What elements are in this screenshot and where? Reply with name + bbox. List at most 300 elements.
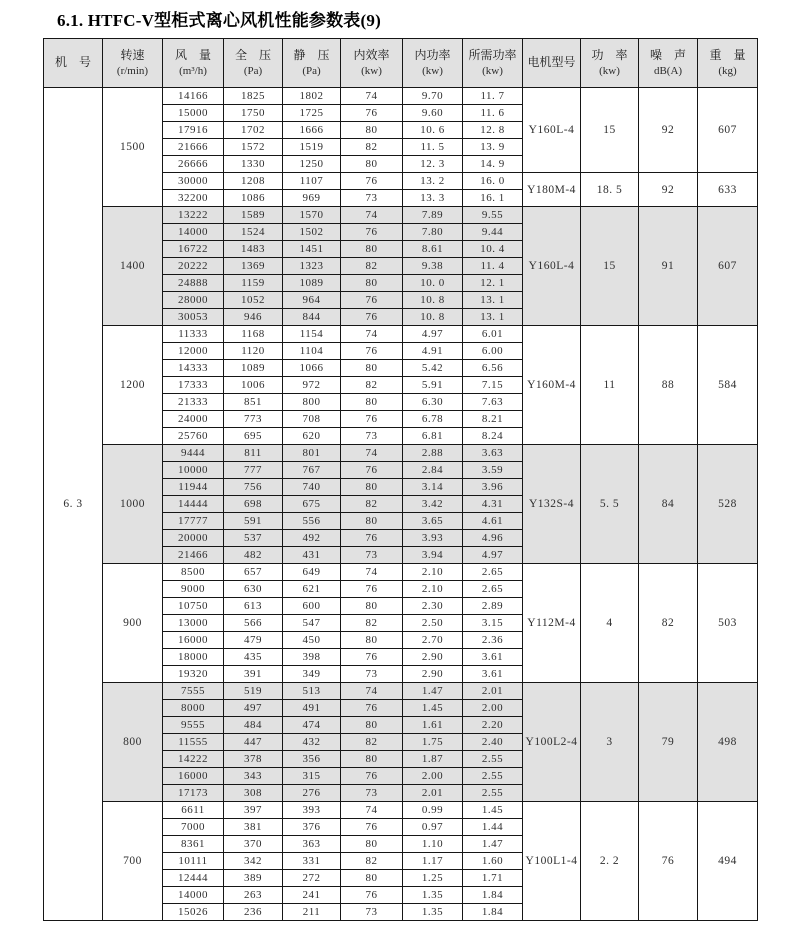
data-cell: 3.63 xyxy=(463,445,523,462)
motor-power-cell: 2. 2 xyxy=(581,802,639,921)
data-cell: 6.00 xyxy=(463,343,523,360)
table-row xyxy=(44,564,758,581)
data-cell: 73 xyxy=(341,666,403,683)
header-unit: (Pa) xyxy=(302,64,321,77)
data-cell: 16000 xyxy=(163,768,224,785)
motor-model-cell: Y180M-4 xyxy=(523,173,581,207)
data-cell: 9444 xyxy=(163,445,224,462)
data-cell: 397 xyxy=(224,802,283,819)
table-header-cell xyxy=(341,39,403,88)
table-header-cell xyxy=(639,39,698,88)
data-cell: 76 xyxy=(341,530,403,547)
data-cell: 630 xyxy=(224,581,283,598)
data-cell: 1120 xyxy=(224,343,283,360)
data-cell: 82 xyxy=(341,139,403,156)
data-cell: 20000 xyxy=(163,530,224,547)
data-cell: 1825 xyxy=(224,88,283,105)
data-cell: 73 xyxy=(341,190,403,207)
data-cell: 73 xyxy=(341,904,403,921)
header-unit: (r/min) xyxy=(116,64,149,77)
data-cell: 0.97 xyxy=(403,819,463,836)
speed-cell: 1500 xyxy=(103,88,163,207)
data-cell: 13222 xyxy=(163,207,224,224)
data-cell: 16722 xyxy=(163,241,224,258)
data-cell: 2.00 xyxy=(403,768,463,785)
data-cell: 236 xyxy=(224,904,283,921)
data-cell: 349 xyxy=(283,666,341,683)
data-cell: 1168 xyxy=(224,326,283,343)
data-cell: 11. 4 xyxy=(463,258,523,275)
noise-cell: 79 xyxy=(639,683,698,802)
data-cell: 14444 xyxy=(163,496,224,513)
data-cell: 76 xyxy=(341,462,403,479)
data-cell: 376 xyxy=(283,819,341,836)
data-cell: 4.97 xyxy=(463,547,523,564)
data-cell: 972 xyxy=(283,377,341,394)
data-cell: 1702 xyxy=(224,122,283,139)
data-cell: 13. 1 xyxy=(463,292,523,309)
data-cell: 74 xyxy=(341,564,403,581)
data-cell: 391 xyxy=(224,666,283,683)
data-cell: 80 xyxy=(341,275,403,292)
data-cell: 1570 xyxy=(283,207,341,224)
data-cell: 482 xyxy=(224,547,283,564)
data-cell: 12. 1 xyxy=(463,275,523,292)
data-cell: 675 xyxy=(283,496,341,513)
weight-cell: 498 xyxy=(698,683,758,802)
data-cell: 2.65 xyxy=(463,581,523,598)
data-cell: 649 xyxy=(283,564,341,581)
data-cell: 32200 xyxy=(163,190,224,207)
data-cell: 3.94 xyxy=(403,547,463,564)
noise-cell: 76 xyxy=(639,802,698,921)
motor-model-cell: Y160L-4 xyxy=(523,207,581,326)
data-cell: 74 xyxy=(341,445,403,462)
data-cell: 1572 xyxy=(224,139,283,156)
data-cell: 10. 0 xyxy=(403,275,463,292)
data-cell: 3.15 xyxy=(463,615,523,632)
data-cell: 484 xyxy=(224,717,283,734)
header-label: 噪 声 xyxy=(649,48,686,63)
data-cell: 356 xyxy=(283,751,341,768)
data-cell: 10. 6 xyxy=(403,122,463,139)
header-unit: (m³/h) xyxy=(179,64,207,77)
data-cell: 272 xyxy=(283,870,341,887)
header-label: 转速 xyxy=(120,48,145,63)
noise-cell: 92 xyxy=(639,173,698,207)
data-cell: 7555 xyxy=(163,683,224,700)
data-cell: 80 xyxy=(341,598,403,615)
data-cell: 537 xyxy=(224,530,283,547)
data-cell: 1089 xyxy=(224,360,283,377)
data-cell: 12. 3 xyxy=(403,156,463,173)
data-cell: 14000 xyxy=(163,887,224,904)
data-cell: 10000 xyxy=(163,462,224,479)
data-cell: 9.70 xyxy=(403,88,463,105)
data-cell: 1104 xyxy=(283,343,341,360)
data-cell: 80 xyxy=(341,241,403,258)
motor-power-cell: 18. 5 xyxy=(581,173,639,207)
data-cell: 13. 3 xyxy=(403,190,463,207)
machine-no-cell: 6. 3 xyxy=(44,88,103,921)
header-label: 电机型号 xyxy=(527,55,576,70)
data-cell: 698 xyxy=(224,496,283,513)
data-cell: 378 xyxy=(224,751,283,768)
data-cell: 1.35 xyxy=(403,887,463,904)
table-row xyxy=(44,683,758,700)
speed-cell: 1400 xyxy=(103,207,163,326)
data-cell: 1323 xyxy=(283,258,341,275)
speed-cell: 1200 xyxy=(103,326,163,445)
data-cell: 10. 8 xyxy=(403,292,463,309)
data-cell: 315 xyxy=(283,768,341,785)
data-cell: 621 xyxy=(283,581,341,598)
data-cell: 80 xyxy=(341,360,403,377)
data-cell: 2.00 xyxy=(463,700,523,717)
data-cell: 1.45 xyxy=(403,700,463,717)
data-cell: 2.90 xyxy=(403,649,463,666)
data-cell: 474 xyxy=(283,717,341,734)
data-cell: 695 xyxy=(224,428,283,445)
data-cell: 8000 xyxy=(163,700,224,717)
header-unit: (kg) xyxy=(718,64,737,77)
data-cell: 5.91 xyxy=(403,377,463,394)
data-cell: 1208 xyxy=(224,173,283,190)
data-cell: 811 xyxy=(224,445,283,462)
data-cell: 6.56 xyxy=(463,360,523,377)
data-cell: 76 xyxy=(341,768,403,785)
data-cell: 4.61 xyxy=(463,513,523,530)
weight-cell: 503 xyxy=(698,564,758,683)
data-cell: 1.44 xyxy=(463,819,523,836)
table-header xyxy=(44,39,758,88)
data-cell: 10. 8 xyxy=(403,309,463,326)
data-cell: 13000 xyxy=(163,615,224,632)
data-cell: 6.30 xyxy=(403,394,463,411)
data-cell: 1.35 xyxy=(403,904,463,921)
data-cell: 9555 xyxy=(163,717,224,734)
data-cell: 1159 xyxy=(224,275,283,292)
data-cell: 30000 xyxy=(163,173,224,190)
data-cell: 591 xyxy=(224,513,283,530)
data-cell: 17333 xyxy=(163,377,224,394)
data-cell: 450 xyxy=(283,632,341,649)
data-cell: 11333 xyxy=(163,326,224,343)
data-cell: 566 xyxy=(224,615,283,632)
weight-cell: 584 xyxy=(698,326,758,445)
motor-model-cell: Y100L2-4 xyxy=(523,683,581,802)
data-cell: 3.61 xyxy=(463,666,523,683)
noise-cell: 82 xyxy=(639,564,698,683)
data-cell: 308 xyxy=(224,785,283,802)
data-cell: 20222 xyxy=(163,258,224,275)
data-cell: 1.10 xyxy=(403,836,463,853)
data-cell: 4.96 xyxy=(463,530,523,547)
data-cell: 2.84 xyxy=(403,462,463,479)
data-cell: 17777 xyxy=(163,513,224,530)
data-cell: 9.60 xyxy=(403,105,463,122)
data-cell: 80 xyxy=(341,717,403,734)
header-label: 内效率 xyxy=(353,48,390,63)
weight-cell: 607 xyxy=(698,207,758,326)
data-cell: 1052 xyxy=(224,292,283,309)
data-cell: 1451 xyxy=(283,241,341,258)
data-cell: 7.80 xyxy=(403,224,463,241)
data-cell: 76 xyxy=(341,173,403,190)
data-cell: 432 xyxy=(283,734,341,751)
data-cell: 76 xyxy=(341,700,403,717)
data-cell: 13. 1 xyxy=(463,309,523,326)
header-unit: (kw) xyxy=(422,64,443,77)
data-cell: 241 xyxy=(283,887,341,904)
data-cell: 7.15 xyxy=(463,377,523,394)
data-cell: 76 xyxy=(341,105,403,122)
motor-model-cell: Y160M-4 xyxy=(523,326,581,445)
data-cell: 73 xyxy=(341,785,403,802)
data-cell: 3.14 xyxy=(403,479,463,496)
data-cell: 1.47 xyxy=(403,683,463,700)
table-header-cell xyxy=(283,39,341,88)
header-label: 风 量 xyxy=(174,48,211,63)
data-cell: 7.63 xyxy=(463,394,523,411)
data-cell: 1.75 xyxy=(403,734,463,751)
table-header-cell xyxy=(523,39,581,88)
header-label: 机 号 xyxy=(54,55,91,70)
data-cell: 21466 xyxy=(163,547,224,564)
data-cell: 2.89 xyxy=(463,598,523,615)
data-cell: 82 xyxy=(341,853,403,870)
data-cell: 1589 xyxy=(224,207,283,224)
table-row xyxy=(44,88,758,105)
data-cell: 11. 6 xyxy=(463,105,523,122)
data-cell: 3.93 xyxy=(403,530,463,547)
header-unit: (kw) xyxy=(599,64,620,77)
data-cell: 211 xyxy=(283,904,341,921)
speed-cell: 900 xyxy=(103,564,163,683)
data-cell: 4.97 xyxy=(403,326,463,343)
header-label: 静 压 xyxy=(293,48,330,63)
data-cell: 14000 xyxy=(163,224,224,241)
header-label: 功 率 xyxy=(591,48,628,63)
data-cell: 1107 xyxy=(283,173,341,190)
data-cell: 9.55 xyxy=(463,207,523,224)
data-cell: 21333 xyxy=(163,394,224,411)
motor-power-cell: 15 xyxy=(581,207,639,326)
table-header-cell xyxy=(463,39,523,88)
table-header-cell xyxy=(581,39,639,88)
data-cell: 76 xyxy=(341,887,403,904)
header-unit: (kw) xyxy=(361,64,382,77)
speed-cell: 700 xyxy=(103,802,163,921)
data-cell: 492 xyxy=(283,530,341,547)
data-cell: 2.40 xyxy=(463,734,523,751)
data-cell: 18000 xyxy=(163,649,224,666)
data-cell: 76 xyxy=(341,309,403,326)
data-cell: 13. 9 xyxy=(463,139,523,156)
data-cell: 1524 xyxy=(224,224,283,241)
header-unit: dB(A) xyxy=(653,64,683,77)
data-cell: 1.71 xyxy=(463,870,523,887)
data-cell: 73 xyxy=(341,428,403,445)
data-cell: 9.38 xyxy=(403,258,463,275)
data-cell: 2.65 xyxy=(463,564,523,581)
data-cell: 82 xyxy=(341,734,403,751)
data-cell: 10750 xyxy=(163,598,224,615)
data-cell: 11. 5 xyxy=(403,139,463,156)
data-cell: 1.61 xyxy=(403,717,463,734)
data-cell: 1.60 xyxy=(463,853,523,870)
data-cell: 1086 xyxy=(224,190,283,207)
data-cell: 2.36 xyxy=(463,632,523,649)
data-cell: 331 xyxy=(283,853,341,870)
motor-power-cell: 4 xyxy=(581,564,639,683)
header-row xyxy=(44,39,758,88)
weight-cell: 607 xyxy=(698,88,758,173)
data-cell: 844 xyxy=(283,309,341,326)
data-cell: 13. 2 xyxy=(403,173,463,190)
data-cell: 80 xyxy=(341,513,403,530)
data-cell: 1483 xyxy=(224,241,283,258)
data-cell: 9.44 xyxy=(463,224,523,241)
data-cell: 80 xyxy=(341,751,403,768)
data-cell: 76 xyxy=(341,819,403,836)
data-cell: 10. 4 xyxy=(463,241,523,258)
data-cell: 12. 8 xyxy=(463,122,523,139)
table-row xyxy=(44,445,758,462)
data-cell: 3.42 xyxy=(403,496,463,513)
data-cell: 15000 xyxy=(163,105,224,122)
data-cell: 389 xyxy=(224,870,283,887)
weight-cell: 633 xyxy=(698,173,758,207)
data-cell: 82 xyxy=(341,377,403,394)
data-cell: 28000 xyxy=(163,292,224,309)
data-cell: 0.99 xyxy=(403,802,463,819)
motor-model-cell: Y100L1-4 xyxy=(523,802,581,921)
header-label: 全 压 xyxy=(234,48,271,63)
data-cell: 74 xyxy=(341,802,403,819)
motor-power-cell: 5. 5 xyxy=(581,445,639,564)
data-cell: 6611 xyxy=(163,802,224,819)
data-cell: 777 xyxy=(224,462,283,479)
data-cell: 964 xyxy=(283,292,341,309)
data-cell: 15026 xyxy=(163,904,224,921)
data-cell: 1154 xyxy=(283,326,341,343)
data-cell: 447 xyxy=(224,734,283,751)
data-cell: 1330 xyxy=(224,156,283,173)
data-cell: 1502 xyxy=(283,224,341,241)
data-cell: 3.59 xyxy=(463,462,523,479)
data-cell: 17916 xyxy=(163,122,224,139)
motor-power-cell: 3 xyxy=(581,683,639,802)
data-cell: 24000 xyxy=(163,411,224,428)
table-header-cell xyxy=(403,39,463,88)
data-cell: 2.55 xyxy=(463,785,523,802)
data-cell: 11555 xyxy=(163,734,224,751)
data-cell: 4.91 xyxy=(403,343,463,360)
data-cell: 7.89 xyxy=(403,207,463,224)
data-cell: 21666 xyxy=(163,139,224,156)
speed-cell: 1000 xyxy=(103,445,163,564)
noise-cell: 92 xyxy=(639,88,698,173)
weight-cell: 494 xyxy=(698,802,758,921)
data-cell: 393 xyxy=(283,802,341,819)
data-cell: 16. 0 xyxy=(463,173,523,190)
data-cell: 6.81 xyxy=(403,428,463,445)
data-cell: 8500 xyxy=(163,564,224,581)
data-cell: 76 xyxy=(341,411,403,428)
data-cell: 80 xyxy=(341,836,403,853)
data-cell: 1750 xyxy=(224,105,283,122)
page-title: 6.1. HTFC-V型柜式离心风机性能参数表(9) xyxy=(57,11,381,30)
data-cell: 14166 xyxy=(163,88,224,105)
data-cell: 10111 xyxy=(163,853,224,870)
data-cell: 2.90 xyxy=(403,666,463,683)
data-cell: 2.88 xyxy=(403,445,463,462)
data-cell: 547 xyxy=(283,615,341,632)
noise-cell: 88 xyxy=(639,326,698,445)
data-cell: 8.61 xyxy=(403,241,463,258)
data-cell: 343 xyxy=(224,768,283,785)
data-cell: 513 xyxy=(283,683,341,700)
table-body xyxy=(44,88,758,921)
header-label: 所需功率 xyxy=(468,48,517,63)
data-cell: 16. 1 xyxy=(463,190,523,207)
data-cell: 620 xyxy=(283,428,341,445)
motor-model-cell: Y160L-4 xyxy=(523,88,581,173)
data-cell: 16000 xyxy=(163,632,224,649)
data-cell: 6.01 xyxy=(463,326,523,343)
data-cell: 3.61 xyxy=(463,649,523,666)
data-cell: 2.01 xyxy=(403,785,463,802)
data-cell: 17173 xyxy=(163,785,224,802)
data-cell: 2.20 xyxy=(463,717,523,734)
data-cell: 801 xyxy=(283,445,341,462)
data-cell: 82 xyxy=(341,615,403,632)
data-cell: 12444 xyxy=(163,870,224,887)
data-cell: 80 xyxy=(341,156,403,173)
data-cell: 1.45 xyxy=(463,802,523,819)
table-header-cell xyxy=(163,39,224,88)
data-cell: 2.50 xyxy=(403,615,463,632)
data-cell: 11. 7 xyxy=(463,88,523,105)
data-cell: 74 xyxy=(341,207,403,224)
noise-cell: 84 xyxy=(639,445,698,564)
data-cell: 1006 xyxy=(224,377,283,394)
data-cell: 2.10 xyxy=(403,564,463,581)
header-unit: (Pa) xyxy=(243,64,263,77)
data-cell: 398 xyxy=(283,649,341,666)
data-cell: 5.42 xyxy=(403,360,463,377)
data-cell: 342 xyxy=(224,853,283,870)
data-cell: 1.84 xyxy=(463,887,523,904)
data-cell: 2.55 xyxy=(463,768,523,785)
data-cell: 14. 9 xyxy=(463,156,523,173)
data-cell: 613 xyxy=(224,598,283,615)
header-unit: (kw) xyxy=(482,64,503,77)
data-cell: 708 xyxy=(283,411,341,428)
data-cell: 26666 xyxy=(163,156,224,173)
data-cell: 479 xyxy=(224,632,283,649)
motor-model-cell: Y132S-4 xyxy=(523,445,581,564)
data-cell: 11944 xyxy=(163,479,224,496)
data-cell: 76 xyxy=(341,581,403,598)
table-header-cell xyxy=(44,39,103,88)
data-cell: 363 xyxy=(283,836,341,853)
data-cell: 14222 xyxy=(163,751,224,768)
data-cell: 431 xyxy=(283,547,341,564)
data-cell: 6.78 xyxy=(403,411,463,428)
data-cell: 370 xyxy=(224,836,283,853)
